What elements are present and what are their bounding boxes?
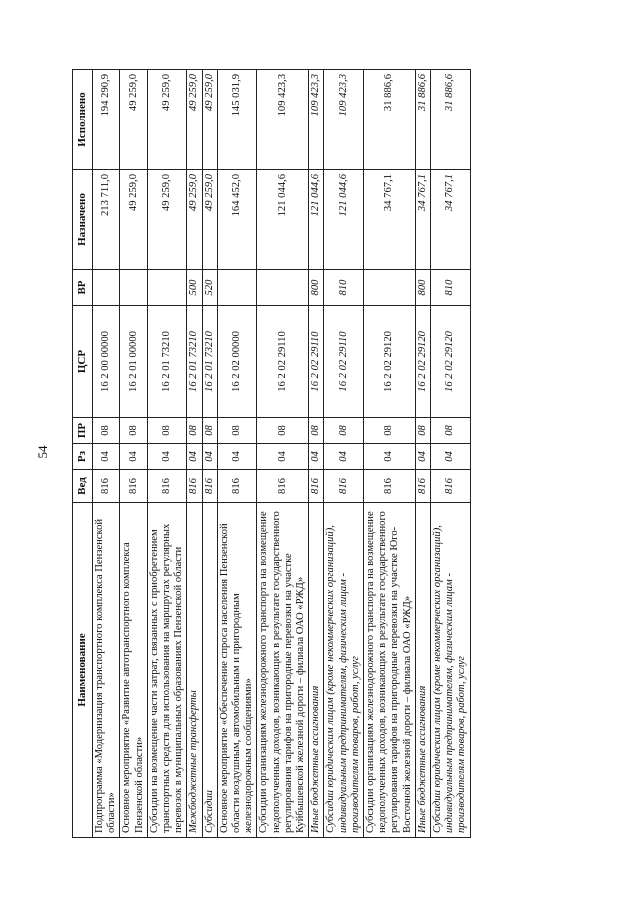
header-ved: Вед xyxy=(73,470,93,503)
cell-vr xyxy=(120,270,147,306)
cell-name: Субсидии xyxy=(202,503,217,838)
budget-table xyxy=(72,69,471,838)
table-row xyxy=(415,70,430,838)
cell-name: Межбюджетные трансферты xyxy=(187,503,202,838)
table-row xyxy=(217,70,257,838)
cell-executed: 31 886,6 xyxy=(431,70,471,170)
cell-vr: 800 xyxy=(309,270,324,306)
cell-executed: 31 886,6 xyxy=(415,70,430,170)
cell-ved: 816 xyxy=(309,470,324,503)
cell-name: Основное мероприятие «Обеспечение спроса населения Пензенской области воздушным, автомобильным и пригородным железнодорожным сообщениями» xyxy=(217,503,257,838)
cell-ved: 816 xyxy=(217,470,257,503)
cell-csr: 16 2 02 29110 xyxy=(257,306,309,418)
table-row xyxy=(364,70,416,838)
cell-name: Субсидии юридическим лицам (кроме некоммерческих организаций), индивидуальным предпринимателям, физическим лицам - производителям товаров, работ, услуг xyxy=(324,503,364,838)
cell-pr: 08 xyxy=(431,418,471,444)
cell-ved: 816 xyxy=(324,470,364,503)
table-header-row xyxy=(73,70,93,838)
cell-rz: 04 xyxy=(93,444,120,470)
cell-pr: 08 xyxy=(120,418,147,444)
cell-assigned: 49 259,0 xyxy=(202,170,217,270)
cell-executed: 31 886,6 xyxy=(364,70,416,170)
cell-name: Субсидии организациям железнодорожного транспорта на возмещение недополученных доходов, возникающих в результате государственного регулирования тарифов на пригородные перевозки на участке Юго-Восточной железной дороги – филиала ОАО «РЖД» xyxy=(364,503,416,838)
cell-rz: 04 xyxy=(257,444,309,470)
cell-csr: 16 2 02 00000 xyxy=(217,306,257,418)
cell-pr: 08 xyxy=(93,418,120,444)
cell-assigned: 121 044,6 xyxy=(257,170,309,270)
cell-pr: 08 xyxy=(187,418,202,444)
cell-name: Основное мероприятие «Развитие автотранспортного комплекса Пензенской области» xyxy=(120,503,147,838)
cell-csr: 16 2 02 29120 xyxy=(364,306,416,418)
cell-csr: 16 2 02 29110 xyxy=(324,306,364,418)
cell-name: Субсидии организациям железнодорожного транспорта на возмещение недополученных доходов, возникающих в результате государственного регулирования тарифов на пригородные перевозки на участке Куйбышевской железной дороги – филиала ОАО «РЖД» xyxy=(257,503,309,838)
cell-assigned: 34 767,1 xyxy=(415,170,430,270)
cell-csr: 16 2 02 29120 xyxy=(415,306,430,418)
cell-executed: 109 423,3 xyxy=(324,70,364,170)
cell-ved: 816 xyxy=(364,470,416,503)
cell-name: Субсидии юридическим лицам (кроме некоммерческих организаций), индивидуальным предпринимателям, физическим лицам - производителям товаров, работ, услуг xyxy=(431,503,471,838)
cell-vr xyxy=(217,270,257,306)
cell-ved: 816 xyxy=(93,470,120,503)
table-row xyxy=(187,70,202,838)
table-row xyxy=(147,70,187,838)
cell-rz: 04 xyxy=(147,444,187,470)
cell-executed: 194 290,9 xyxy=(93,70,120,170)
header-vr: ВР xyxy=(73,270,93,306)
cell-executed: 49 259,0 xyxy=(120,70,147,170)
table-row xyxy=(120,70,147,838)
cell-rz: 04 xyxy=(202,444,217,470)
cell-vr xyxy=(364,270,416,306)
cell-pr: 08 xyxy=(217,418,257,444)
header-pr: ПР xyxy=(73,418,93,444)
cell-rz: 04 xyxy=(309,444,324,470)
cell-vr: 520 xyxy=(202,270,217,306)
cell-vr: 500 xyxy=(187,270,202,306)
header-name: Наименование xyxy=(73,503,93,838)
cell-rz: 04 xyxy=(187,444,202,470)
cell-ved: 816 xyxy=(147,470,187,503)
cell-vr xyxy=(147,270,187,306)
cell-csr: 16 2 01 73210 xyxy=(202,306,217,418)
table-body xyxy=(93,70,471,838)
cell-assigned: 164 452,0 xyxy=(217,170,257,270)
cell-rz: 04 xyxy=(431,444,471,470)
cell-rz: 04 xyxy=(324,444,364,470)
cell-name: Субсидии на возмещение части затрат, связанных с приобретением транспортных средств для использования на маршрутах регулярных перевозок в муниципальных образованиях Пензенской области xyxy=(147,503,187,838)
cell-pr: 08 xyxy=(257,418,309,444)
cell-assigned: 49 259,0 xyxy=(147,170,187,270)
cell-executed: 145 031,9 xyxy=(217,70,257,170)
cell-vr xyxy=(257,270,309,306)
cell-assigned: 49 259,0 xyxy=(187,170,202,270)
cell-rz: 04 xyxy=(415,444,430,470)
table-row xyxy=(202,70,217,838)
cell-pr: 08 xyxy=(415,418,430,444)
cell-vr xyxy=(93,270,120,306)
cell-csr: 16 2 00 00000 xyxy=(93,306,120,418)
cell-assigned: 213 711,0 xyxy=(93,170,120,270)
cell-executed: 109 423,3 xyxy=(257,70,309,170)
cell-ved: 816 xyxy=(415,470,430,503)
cell-csr: 16 2 01 73210 xyxy=(147,306,187,418)
table-row xyxy=(324,70,364,838)
cell-rz: 04 xyxy=(364,444,416,470)
cell-name: Иные бюджетные ассигнования xyxy=(309,503,324,838)
cell-assigned: 121 044,6 xyxy=(309,170,324,270)
cell-assigned: 121 044,6 xyxy=(324,170,364,270)
cell-executed: 49 259,0 xyxy=(147,70,187,170)
cell-pr: 08 xyxy=(202,418,217,444)
cell-assigned: 49 259,0 xyxy=(120,170,147,270)
cell-ved: 816 xyxy=(120,470,147,503)
cell-rz: 04 xyxy=(217,444,257,470)
cell-vr: 800 xyxy=(415,270,430,306)
cell-name: Иные бюджетные ассигнования xyxy=(415,503,430,838)
cell-name: Подпрограмма «Модернизация транспортного комплекса Пензенской области» xyxy=(93,503,120,838)
header-assigned: Назначено xyxy=(73,170,93,270)
cell-executed: 49 259,0 xyxy=(202,70,217,170)
cell-assigned: 34 767,1 xyxy=(431,170,471,270)
table-row xyxy=(93,70,120,838)
cell-executed: 109 423,3 xyxy=(309,70,324,170)
header-rz: Рз xyxy=(73,444,93,470)
cell-pr: 08 xyxy=(147,418,187,444)
table-row xyxy=(309,70,324,838)
cell-vr: 810 xyxy=(431,270,471,306)
header-csr: ЦСР xyxy=(73,306,93,418)
table-row xyxy=(257,70,309,838)
rotated-table-container xyxy=(72,70,624,838)
cell-ved: 816 xyxy=(202,470,217,503)
cell-csr: 16 2 02 29120 xyxy=(431,306,471,418)
cell-ved: 816 xyxy=(187,470,202,503)
cell-csr: 16 2 01 73210 xyxy=(187,306,202,418)
table-row xyxy=(431,70,471,838)
cell-pr: 08 xyxy=(324,418,364,444)
cell-executed: 49 259,0 xyxy=(187,70,202,170)
header-executed: Исполнено xyxy=(73,70,93,170)
cell-assigned: 34 767,1 xyxy=(364,170,416,270)
cell-pr: 08 xyxy=(364,418,416,444)
cell-ved: 816 xyxy=(257,470,309,503)
cell-ved: 816 xyxy=(431,470,471,503)
cell-vr: 810 xyxy=(324,270,364,306)
cell-pr: 08 xyxy=(309,418,324,444)
page-number: 54 xyxy=(35,445,50,459)
cell-csr: 16 2 01 00000 xyxy=(120,306,147,418)
cell-csr: 16 2 02 29110 xyxy=(309,306,324,418)
cell-rz: 04 xyxy=(120,444,147,470)
